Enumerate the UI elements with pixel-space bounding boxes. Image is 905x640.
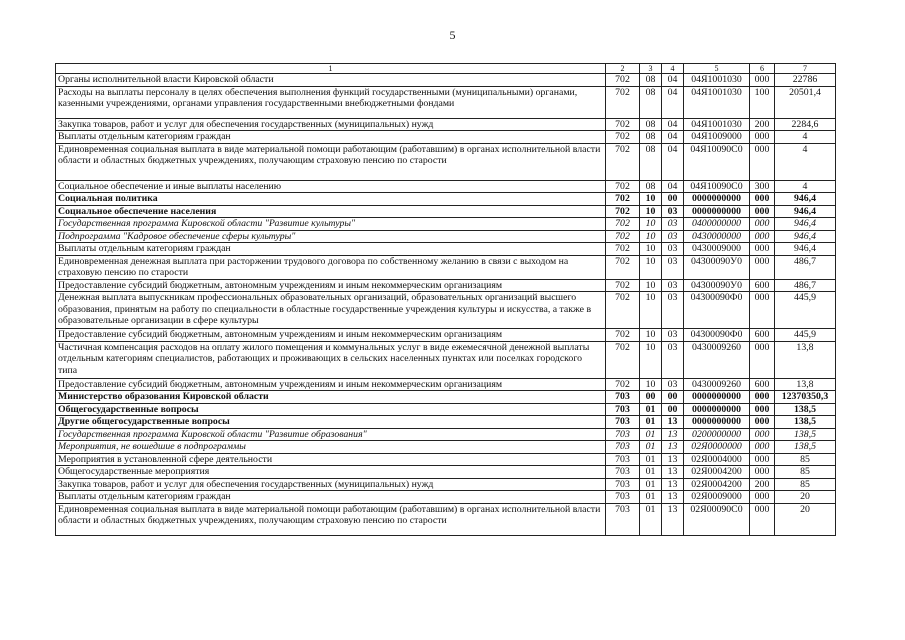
table-row: [56, 491, 836, 504]
row-name-cell: Единовременная социальная выплата в виде материальной помощи работающим (работавшим) в органах исполнительной власти области и областных бюджетных учреждениях, получающим страховую пенсию по старости: [56, 503, 606, 535]
ministry-code-cell: 702: [606, 205, 640, 218]
subsection-code-cell: 04: [662, 74, 684, 87]
section-code-cell: 01: [640, 428, 662, 441]
ministry-code-cell: 702: [606, 292, 640, 329]
target-article-cell: 02Я0004200: [684, 478, 750, 491]
target-article-cell: 0000000000: [684, 391, 750, 404]
subsection-code-cell: 13: [662, 478, 684, 491]
section-code-cell: 01: [640, 503, 662, 535]
section-code-cell: 10: [640, 193, 662, 206]
section-code-cell: 10: [640, 205, 662, 218]
subsection-code-cell: 04: [662, 118, 684, 131]
subsection-code-cell: 03: [662, 255, 684, 279]
column-header: 7: [775, 64, 836, 74]
row-name-cell: Государственная программа Кировской области "Развитие образования": [56, 428, 606, 441]
ministry-code-cell: 702: [606, 341, 640, 378]
ministry-code-cell: 703: [606, 428, 640, 441]
amount-cell: 4: [775, 180, 836, 193]
expense-type-cell: 000: [750, 243, 775, 256]
amount-cell: 4: [775, 131, 836, 144]
row-name-cell: Мероприятия в установленной сфере деятельности: [56, 453, 606, 466]
subsection-code-cell: 13: [662, 503, 684, 535]
subsection-code-cell: 03: [662, 378, 684, 391]
subsection-code-cell: 04: [662, 86, 684, 118]
row-name-cell: Социальное обеспечение населения: [56, 205, 606, 218]
subsection-code-cell: 03: [662, 279, 684, 292]
section-code-cell: 01: [640, 491, 662, 504]
ministry-code-cell: 702: [606, 193, 640, 206]
amount-cell: 946,4: [775, 230, 836, 243]
target-article-cell: 04Я10090С0: [684, 143, 750, 180]
target-article-cell: 0400000000: [684, 218, 750, 231]
amount-cell: 138,5: [775, 403, 836, 416]
target-article-cell: 0000000000: [684, 205, 750, 218]
ministry-code-cell: 702: [606, 243, 640, 256]
expense-type-cell: 000: [750, 74, 775, 87]
row-name-cell: Социальное обеспечение и иные выплаты населению: [56, 180, 606, 193]
target-article-cell: 04Я1001030: [684, 86, 750, 118]
column-header: 2: [606, 64, 640, 74]
column-header: 5: [684, 64, 750, 74]
row-name-cell: Мероприятия, не вошедшие в подпрограммы: [56, 441, 606, 454]
row-name-cell: Предоставление субсидий бюджетным, автономным учреждениям и иным некоммерческим организациям: [56, 378, 606, 391]
row-name-cell: Выплаты отдельным категориям граждан: [56, 131, 606, 144]
target-article-cell: 0430000000: [684, 230, 750, 243]
subsection-code-cell: 00: [662, 403, 684, 416]
expense-type-cell: 000: [750, 403, 775, 416]
amount-cell: 85: [775, 478, 836, 491]
target-article-cell: 02Я0000000: [684, 441, 750, 454]
expense-type-cell: 000: [750, 453, 775, 466]
amount-cell: 85: [775, 466, 836, 479]
ministry-code-cell: 702: [606, 118, 640, 131]
row-name-cell: Общегосударственные мероприятия: [56, 466, 606, 479]
row-name-cell: Закупка товаров, работ и услуг для обеспечения государственных (муниципальных) нужд: [56, 478, 606, 491]
table-row: [56, 74, 836, 87]
table-row: [56, 180, 836, 193]
table-row: [56, 131, 836, 144]
subsection-code-cell: 13: [662, 453, 684, 466]
column-header: 4: [662, 64, 684, 74]
ministry-code-cell: 702: [606, 329, 640, 342]
target-article-cell: 04300090Ф0: [684, 292, 750, 329]
subsection-code-cell: 03: [662, 243, 684, 256]
table-row: [56, 441, 836, 454]
subsection-code-cell: 03: [662, 230, 684, 243]
section-code-cell: 10: [640, 243, 662, 256]
ministry-code-cell: 703: [606, 478, 640, 491]
section-code-cell: 10: [640, 292, 662, 329]
row-name-cell: Единовременная денежная выплата при расторжении трудового договора по собственному желанию в связи с выходом на страховую пенсию по старости: [56, 255, 606, 279]
target-article-cell: 0000000000: [684, 416, 750, 429]
row-name-cell: Выплаты отдельным категориям граждан: [56, 243, 606, 256]
table-row: [56, 279, 836, 292]
expense-type-cell: 000: [750, 391, 775, 404]
ministry-code-cell: 702: [606, 218, 640, 231]
expense-type-cell: 000: [750, 230, 775, 243]
ministry-code-cell: 702: [606, 86, 640, 118]
column-header: 6: [750, 64, 775, 74]
table-row: [56, 378, 836, 391]
subsection-code-cell: 04: [662, 131, 684, 144]
section-code-cell: 08: [640, 86, 662, 118]
ministry-code-cell: 702: [606, 74, 640, 87]
row-name-cell: Предоставление субсидий бюджетным, автономным учреждениям и иным некоммерческим организациям: [56, 329, 606, 342]
expense-type-cell: 000: [750, 466, 775, 479]
target-article-cell: 04300090Ф0: [684, 329, 750, 342]
amount-cell: 486,7: [775, 255, 836, 279]
section-code-cell: 01: [640, 466, 662, 479]
table-row: [56, 329, 836, 342]
table-row: [56, 453, 836, 466]
subsection-code-cell: 03: [662, 341, 684, 378]
amount-cell: 12370350,3: [775, 391, 836, 404]
amount-cell: 946,4: [775, 193, 836, 206]
table-row: [56, 193, 836, 206]
expense-type-cell: 000: [750, 255, 775, 279]
expense-type-cell: 200: [750, 118, 775, 131]
section-code-cell: 10: [640, 279, 662, 292]
amount-cell: 85: [775, 453, 836, 466]
subsection-code-cell: 04: [662, 143, 684, 180]
expense-type-cell: 000: [750, 441, 775, 454]
expense-type-cell: 300: [750, 180, 775, 193]
row-name-cell: Денежная выплата выпускникам профессиональных образовательных организаций, образовательных организаций высшего образования, принятым на работу по специальности в областные государственные учреждения культуры и искусства, а также в образовательные организации в сфере культуры: [56, 292, 606, 329]
section-code-cell: 01: [640, 478, 662, 491]
budget-table: [55, 63, 836, 536]
row-name-cell: Закупка товаров, работ и услуг для обеспечения государственных (муниципальных) нужд: [56, 118, 606, 131]
table-row: [56, 503, 836, 535]
table-row: [56, 416, 836, 429]
target-article-cell: 02Я0004000: [684, 453, 750, 466]
section-code-cell: 01: [640, 416, 662, 429]
amount-cell: 20: [775, 503, 836, 535]
section-code-cell: 10: [640, 255, 662, 279]
expense-type-cell: 600: [750, 329, 775, 342]
expense-type-cell: 200: [750, 478, 775, 491]
subsection-code-cell: 03: [662, 292, 684, 329]
table-row: [56, 428, 836, 441]
target-article-cell: 0430009260: [684, 378, 750, 391]
amount-cell: 20: [775, 491, 836, 504]
expense-type-cell: 000: [750, 292, 775, 329]
section-code-cell: 10: [640, 378, 662, 391]
ministry-code-cell: 703: [606, 491, 640, 504]
amount-cell: 445,9: [775, 292, 836, 329]
subsection-code-cell: 13: [662, 466, 684, 479]
target-article-cell: 04300090У0: [684, 279, 750, 292]
ministry-code-cell: 703: [606, 441, 640, 454]
ministry-code-cell: 703: [606, 466, 640, 479]
amount-cell: 445,9: [775, 329, 836, 342]
expense-type-cell: 000: [750, 218, 775, 231]
section-code-cell: 01: [640, 453, 662, 466]
amount-cell: 138,5: [775, 441, 836, 454]
row-name-cell: Единовременная социальная выплата в виде материальной помощи работающим (работавшим) в органах исполнительной власти области и областных бюджетных учреждениях, получающим страховую пенсию по старости: [56, 143, 606, 180]
ministry-code-cell: 702: [606, 279, 640, 292]
section-code-cell: 08: [640, 131, 662, 144]
subsection-code-cell: 00: [662, 193, 684, 206]
section-code-cell: 10: [640, 218, 662, 231]
subsection-code-cell: 03: [662, 205, 684, 218]
expense-type-cell: 000: [750, 193, 775, 206]
table-row: [56, 118, 836, 131]
amount-cell: 946,4: [775, 243, 836, 256]
ministry-code-cell: 703: [606, 403, 640, 416]
row-name-cell: Государственная программа Кировской области "Развитие культуры": [56, 218, 606, 231]
table-row: [56, 466, 836, 479]
table-row: [56, 218, 836, 231]
expense-type-cell: 000: [750, 428, 775, 441]
ministry-code-cell: 703: [606, 453, 640, 466]
expense-type-cell: 000: [750, 131, 775, 144]
target-article-cell: 02Я00090С0: [684, 503, 750, 535]
table-row: [56, 391, 836, 404]
ministry-code-cell: 702: [606, 143, 640, 180]
ministry-code-cell: 703: [606, 503, 640, 535]
expense-type-cell: 000: [750, 143, 775, 180]
row-name-cell: Органы исполнительной власти Кировской области: [56, 74, 606, 87]
section-code-cell: 10: [640, 230, 662, 243]
target-article-cell: 0430009000: [684, 243, 750, 256]
subsection-code-cell: 03: [662, 329, 684, 342]
ministry-code-cell: 703: [606, 416, 640, 429]
amount-cell: 22786: [775, 74, 836, 87]
section-code-cell: 08: [640, 74, 662, 87]
amount-cell: 13,8: [775, 341, 836, 378]
expense-type-cell: 000: [750, 341, 775, 378]
ministry-code-cell: 702: [606, 378, 640, 391]
section-code-cell: 01: [640, 403, 662, 416]
row-name-cell: Расходы на выплаты персоналу в целях обеспечения выполнения функций государственными (муниципальными) органами, казенными учреждениями, органами управления государственными внебюджетными фондами: [56, 86, 606, 118]
row-name-cell: Социальная политика: [56, 193, 606, 206]
section-code-cell: 10: [640, 329, 662, 342]
column-header: 1: [56, 64, 606, 74]
table-row: [56, 292, 836, 329]
target-article-cell: 02Я0004200: [684, 466, 750, 479]
amount-cell: 20501,4: [775, 86, 836, 118]
row-name-cell: Подпрограмма "Кадровое обеспечение сферы культуры": [56, 230, 606, 243]
section-code-cell: 00: [640, 391, 662, 404]
target-article-cell: 04Я1009000: [684, 131, 750, 144]
table-row: [56, 86, 836, 118]
section-code-cell: 08: [640, 180, 662, 193]
page-number: 5: [449, 28, 456, 42]
subsection-code-cell: 13: [662, 441, 684, 454]
subsection-code-cell: 13: [662, 491, 684, 504]
subsection-code-cell: 13: [662, 428, 684, 441]
table-row: [56, 341, 836, 378]
target-article-cell: 04300090У0: [684, 255, 750, 279]
table-row: [56, 143, 836, 180]
target-article-cell: 0000000000: [684, 193, 750, 206]
target-article-cell: 04Я10090С0: [684, 180, 750, 193]
row-name-cell: Другие общегосударственные вопросы: [56, 416, 606, 429]
amount-cell: 13,8: [775, 378, 836, 391]
target-article-cell: 0000000000: [684, 403, 750, 416]
table-row: [56, 205, 836, 218]
column-number-row: [56, 64, 836, 74]
ministry-code-cell: 702: [606, 131, 640, 144]
subsection-code-cell: 03: [662, 218, 684, 231]
ministry-code-cell: 702: [606, 180, 640, 193]
amount-cell: 946,4: [775, 218, 836, 231]
subsection-code-cell: 00: [662, 391, 684, 404]
target-article-cell: 0200000000: [684, 428, 750, 441]
expense-type-cell: 000: [750, 205, 775, 218]
expense-type-cell: 100: [750, 86, 775, 118]
ministry-code-cell: 702: [606, 255, 640, 279]
section-code-cell: 08: [640, 143, 662, 180]
section-code-cell: 01: [640, 441, 662, 454]
table-row: [56, 478, 836, 491]
section-code-cell: 10: [640, 341, 662, 378]
amount-cell: 486,7: [775, 279, 836, 292]
row-name-cell: Общегосударственные вопросы: [56, 403, 606, 416]
expense-type-cell: 600: [750, 378, 775, 391]
subsection-code-cell: 04: [662, 180, 684, 193]
expense-type-cell: 000: [750, 491, 775, 504]
table-row: [56, 243, 836, 256]
target-article-cell: 02Я0009000: [684, 491, 750, 504]
amount-cell: 946,4: [775, 205, 836, 218]
section-code-cell: 08: [640, 118, 662, 131]
amount-cell: 138,5: [775, 416, 836, 429]
expense-type-cell: 000: [750, 416, 775, 429]
amount-cell: 138,5: [775, 428, 836, 441]
target-article-cell: 04Я1001030: [684, 118, 750, 131]
target-article-cell: 04Я1001030: [684, 74, 750, 87]
row-name-cell: Частичная компенсация расходов на оплату жилого помещения и коммунальных услуг в виде ежемесячной денежной выплаты отдельным категориям специалистов, работающих и проживающих в сельских населенных пунктах или поселках городского типа: [56, 341, 606, 378]
ministry-code-cell: 702: [606, 230, 640, 243]
row-name-cell: Министерство образования Кировской области: [56, 391, 606, 404]
ministry-code-cell: 703: [606, 391, 640, 404]
subsection-code-cell: 13: [662, 416, 684, 429]
expense-type-cell: 000: [750, 503, 775, 535]
table-row: [56, 255, 836, 279]
table-row: [56, 403, 836, 416]
row-name-cell: Предоставление субсидий бюджетным, автономным учреждениям и иным некоммерческим организациям: [56, 279, 606, 292]
amount-cell: 4: [775, 143, 836, 180]
table-row: [56, 230, 836, 243]
row-name-cell: Выплаты отдельным категориям граждан: [56, 491, 606, 504]
target-article-cell: 0430009260: [684, 341, 750, 378]
expense-type-cell: 600: [750, 279, 775, 292]
column-header: 3: [640, 64, 662, 74]
amount-cell: 2284,6: [775, 118, 836, 131]
